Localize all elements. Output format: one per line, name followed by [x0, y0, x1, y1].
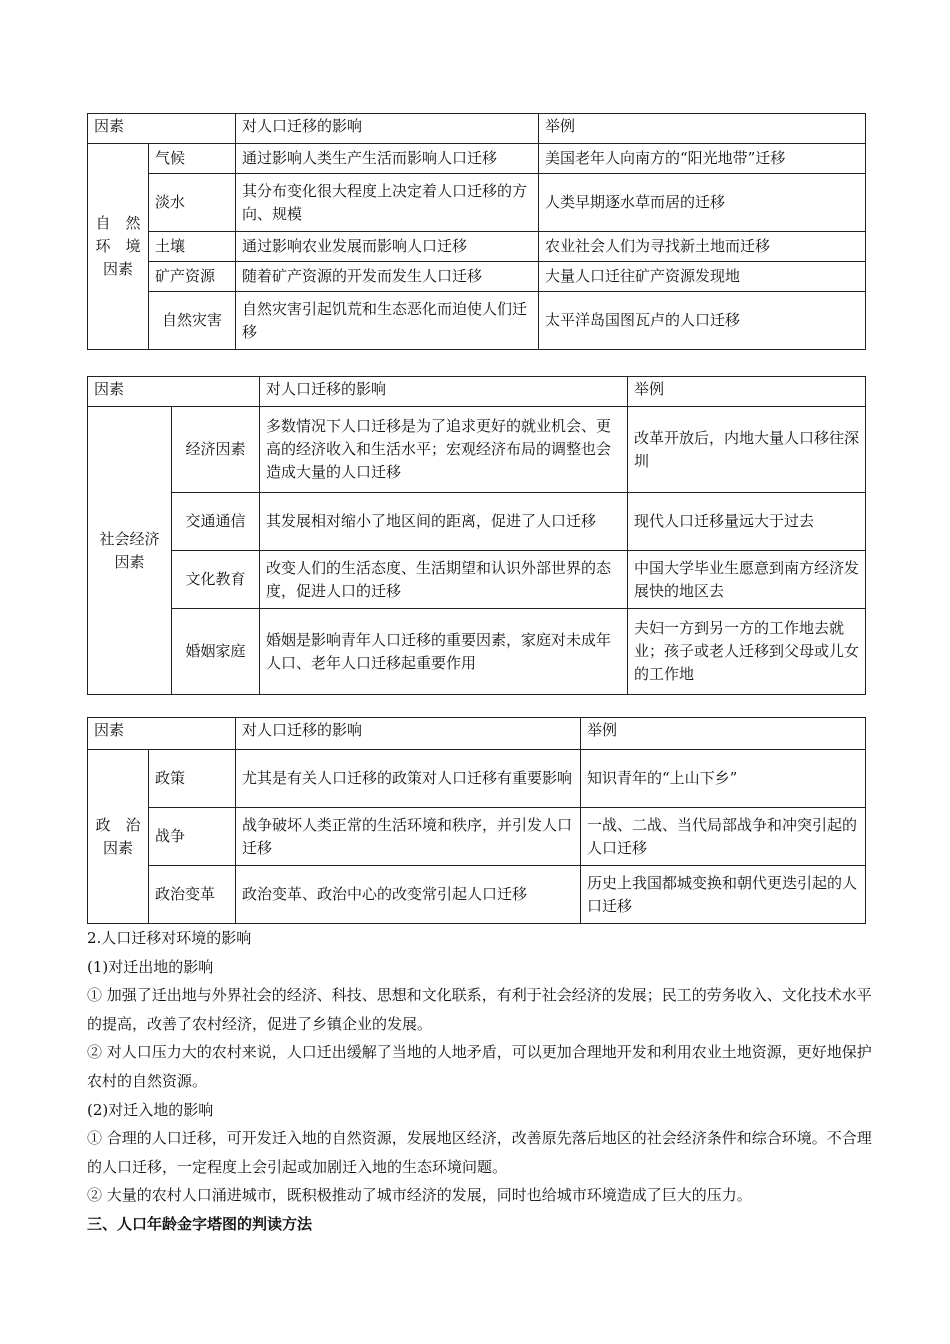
- table-row: [88, 407, 866, 493]
- sub-factor: 经济因素: [172, 407, 260, 493]
- sub-heading: (1)对迁出地的影响: [87, 957, 214, 976]
- impact-cell: 战争破坏人类正常的生活环境和秩序，并引发人口迁移: [236, 808, 581, 866]
- paragraph: ② 对人口压力大的农村来说，人口迁出缓解了当地的人地矛盾，可以更加合理地开发和利用农业土地资源，更好地保护农村的自然资源。: [87, 1043, 872, 1090]
- table-header-row: [88, 718, 866, 750]
- example-cell: 美国老年人向南方的“阳光地带”迁移: [539, 144, 866, 174]
- paragraph: ② 大量的农村人口涌进城市，既积极推动了城市经济的发展，同时也给城市环境造成了巨大的压力。: [87, 1186, 752, 1205]
- political-factors-table: [87, 717, 866, 924]
- table-row: [88, 232, 866, 262]
- table-row: [88, 174, 866, 232]
- example-cell: 太平洋岛国图瓦卢的人口迁移: [539, 292, 866, 350]
- group-label-line: 因素: [102, 838, 133, 857]
- header-example: 举例: [628, 377, 866, 407]
- example-cell: 改革开放后，内地大量人口移往深圳: [628, 407, 866, 493]
- impact-cell: 通过影响人类生产生活而影响人口迁移: [236, 144, 539, 174]
- header-example: 举例: [581, 718, 866, 750]
- group-label-line: 自 然: [95, 214, 141, 232]
- impact-cell: 其发展相对缩小了地区间的距离，促进了人口迁移: [260, 493, 628, 551]
- header-factor: 因素: [88, 114, 236, 144]
- factor-group-label: [88, 407, 172, 695]
- table-row: [88, 866, 866, 924]
- impact-cell: 通过影响农业发展而影响人口迁移: [236, 232, 539, 262]
- socioeconomic-factors-table: [87, 376, 866, 695]
- table-header-row: [88, 377, 866, 407]
- sub-factor: 政策: [149, 750, 236, 808]
- example-cell: 夫妇一方到另一方的工作地去就业；孩子或老人迁移到父母或儿女的工作地: [628, 609, 866, 695]
- sub-factor: 自然灾害: [149, 292, 236, 350]
- natural-factors-table: [87, 113, 866, 350]
- sub-factor: 交通通信: [172, 493, 260, 551]
- sub-factor: 文化教育: [172, 551, 260, 609]
- table-row: [88, 144, 866, 174]
- example-cell: 现代人口迁移量远大于过去: [628, 493, 866, 551]
- impact-cell: 政治变革、政治中心的改变常引起人口迁移: [236, 866, 581, 924]
- header-impact: 对人口迁移的影响: [236, 718, 581, 750]
- table-row: [88, 808, 866, 866]
- sub-factor: 土壤: [149, 232, 236, 262]
- sub-factor: 矿产资源: [149, 262, 236, 292]
- impact-cell: 改变人们的生活态度、生活期望和认识外部世界的态度，促进人口的迁移: [260, 551, 628, 609]
- example-cell: 大量人口迁往矿产资源发现地: [539, 262, 866, 292]
- table-row: [88, 292, 866, 350]
- table-header-row: [88, 114, 866, 144]
- sub-factor: 淡水: [149, 174, 236, 232]
- table-row: [88, 493, 866, 551]
- example-cell: 历史上我国都城变换和朝代更迭引起的人口迁移: [581, 866, 866, 924]
- group-label-line: 因素: [102, 260, 133, 278]
- header-impact: 对人口迁移的影响: [260, 377, 628, 407]
- sub-factor: 婚姻家庭: [172, 609, 260, 695]
- example-cell: 中国大学毕业生愿意到南方经济发展快的地区去: [628, 551, 866, 609]
- impact-cell: 多数情况下人口迁移是为了追求更好的就业机会、更高的经济收入和生活水平；宏观经济布局的调整也会造成大量的人口迁移: [260, 407, 628, 493]
- sub-heading: (2)对迁入地的影响: [87, 1100, 214, 1119]
- impact-cell: 随着矿产资源的开发而发生人口迁移: [236, 262, 539, 292]
- header-factor: 因素: [88, 377, 260, 407]
- header-impact: 对人口迁移的影响: [236, 114, 539, 144]
- table-row: [88, 262, 866, 292]
- sub-factor: 气候: [149, 144, 236, 174]
- impact-cell: 其分布变化很大程度上决定着人口迁移的方向、规模: [236, 174, 539, 232]
- group-label-line: 因素: [114, 552, 145, 571]
- factor-group-label: [88, 144, 149, 350]
- section-title: 三、人口年龄金字塔图的判读方法: [87, 1214, 313, 1233]
- sub-factor: 政治变革: [149, 866, 236, 924]
- sub-factor: 战争: [149, 808, 236, 866]
- group-label-line: 政 治: [95, 815, 141, 834]
- example-cell: 人类早期逐水草而居的迁移: [539, 174, 866, 232]
- section-heading: 2.人口迁移对环境的影响: [87, 929, 252, 947]
- table-row: [88, 750, 866, 808]
- factor-group-label: [88, 750, 149, 924]
- impact-cell: 婚姻是影响青年人口迁移的重要因素，家庭对未成年人口、老年人口迁移起重要作用: [260, 609, 628, 695]
- impact-cell: 尤其是有关人口迁移的政策对人口迁移有重要影响: [236, 750, 581, 808]
- paragraph: ① 加强了迁出地与外界社会的经济、科技、思想和文化联系，有利于社会经济的发展；民工的劳务收入、文化技术水平的提高，改善了农村经济，促进了乡镇企业的发展。: [87, 986, 872, 1033]
- table-row: [88, 609, 866, 695]
- header-factor: 因素: [88, 718, 236, 750]
- example-cell: 一战、二战、当代局部战争和冲突引起的人口迁移: [581, 808, 866, 866]
- group-label-line: 社会经济: [99, 529, 160, 548]
- example-cell: 知识青年的“上山下乡”: [581, 750, 866, 808]
- example-cell: 农业社会人们为寻找新土地而迁移: [539, 232, 866, 262]
- paragraph: ① 合理的人口迁移，可开发迁入地的自然资源，发展地区经济，改善原先落后地区的社会经济条件和综合环境。不合理的人口迁移，一定程度上会引起或加剧迁入地的生态环境问题。: [87, 1129, 872, 1176]
- table-row: [88, 551, 866, 609]
- header-example: 举例: [539, 114, 866, 144]
- impact-cell: 自然灾害引起饥荒和生态恶化而迫使人们迁移: [236, 292, 539, 350]
- group-label-line: 环 境: [95, 237, 141, 255]
- notes-section: [87, 924, 877, 1239]
